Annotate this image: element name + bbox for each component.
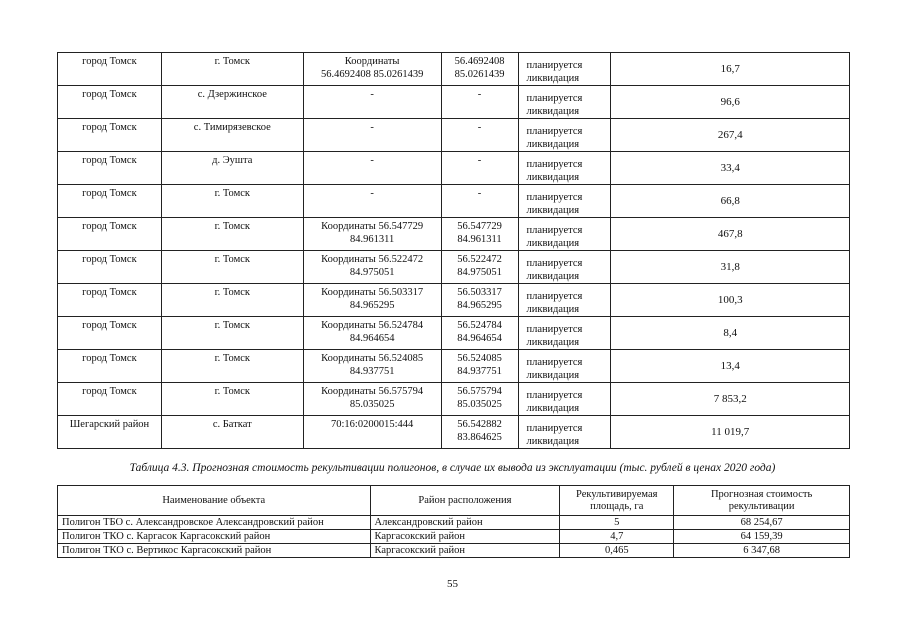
cell-city: город Томск: [58, 251, 162, 284]
cell-place: г. Томск: [161, 218, 303, 251]
cell-lat-lon: -: [441, 152, 518, 185]
cell-coordinates: Координаты 56.575794 85.035025: [303, 383, 441, 416]
cell-lat-lon: 56.547729 84.961311: [441, 218, 518, 251]
cell-status: планируется ликвидация: [518, 350, 611, 383]
cell-object-name: Полигон ТКО с. Каргасок Каргасокский район: [58, 530, 371, 544]
table-row: [58, 530, 850, 544]
cell-place: с. Баткат: [161, 416, 303, 449]
cell-city: город Томск: [58, 152, 162, 185]
cell-lat-lon: 56.524784 84.964654: [441, 317, 518, 350]
cell-city: город Томск: [58, 284, 162, 317]
table-row: [58, 152, 850, 185]
cell-cost: 7 853,2: [611, 383, 850, 416]
cell-status: планируется ликвидация: [518, 86, 611, 119]
table-row: [58, 544, 850, 558]
cell-status: планируется ликвидация: [518, 251, 611, 284]
cell-lat-lon: 56.4692408 85.0261439: [441, 53, 518, 86]
recultivation-cost-table: [57, 485, 850, 558]
cell-status: планируется ликвидация: [518, 152, 611, 185]
cell-cost: 33,4: [611, 152, 850, 185]
cell-area: 4,7: [560, 530, 674, 544]
cell-district: Каргасокский район: [370, 530, 560, 544]
cell-lat-lon: -: [441, 86, 518, 119]
cell-city: город Томск: [58, 185, 162, 218]
header-area: Рекультивируемая площадь, га: [560, 486, 674, 516]
cell-cost: 96,6: [611, 86, 850, 119]
table-row: [58, 350, 850, 383]
cell-lat-lon: -: [441, 185, 518, 218]
table-row: [58, 516, 850, 530]
cell-lat-lon: -: [441, 119, 518, 152]
cell-lat-lon: 56.575794 85.035025: [441, 383, 518, 416]
cell-status: планируется ликвидация: [518, 119, 611, 152]
table-row: [58, 383, 850, 416]
cell-coordinates: Координаты 56.522472 84.975051: [303, 251, 441, 284]
cell-cost: 66,8: [611, 185, 850, 218]
cell-status: планируется ликвидация: [518, 284, 611, 317]
cell-status: планируется ликвидация: [518, 218, 611, 251]
landfill-liquidation-table: [57, 52, 850, 449]
cell-object-name: Полигон ТБО с. Александровское Александровский район: [58, 516, 371, 530]
table-row: [58, 119, 850, 152]
cell-coordinates: -: [303, 119, 441, 152]
cell-lat-lon: 56.503317 84.965295: [441, 284, 518, 317]
cell-district: Каргасокский район: [370, 544, 560, 558]
cell-place: с. Дзержинское: [161, 86, 303, 119]
page-number: 55: [447, 578, 458, 590]
cell-district: Александровский район: [370, 516, 560, 530]
cell-place: д. Эушта: [161, 152, 303, 185]
cell-cost: 64 159,39: [674, 530, 850, 544]
cell-status: планируется ликвидация: [518, 53, 611, 86]
cell-cost: 100,3: [611, 284, 850, 317]
table-row: [58, 86, 850, 119]
cell-cost: 267,4: [611, 119, 850, 152]
cell-status: планируется ликвидация: [518, 185, 611, 218]
table-caption: Таблица 4.3. Прогнозная стоимость рекультивации полигонов, в случае их вывода из эксплуатации (тыс. рублей в ценах 2020 года): [129, 462, 776, 474]
cell-place: г. Томск: [161, 185, 303, 218]
cell-place: г. Томск: [161, 53, 303, 86]
cell-place: г. Томск: [161, 284, 303, 317]
cell-coordinates: Координаты 56.4692408 85.0261439: [303, 53, 441, 86]
cell-city: город Томск: [58, 218, 162, 251]
cell-cost: 68 254,67: [674, 516, 850, 530]
cell-status: планируется ликвидация: [518, 416, 611, 449]
table-header-row: [58, 486, 850, 516]
header-district: Район расположения: [370, 486, 560, 516]
header-cost: Прогнозная стоимость рекультивации: [674, 486, 850, 516]
header-object-name: Наименование объекта: [58, 486, 371, 516]
cell-place: г. Томск: [161, 251, 303, 284]
cell-cost: 16,7: [611, 53, 850, 86]
cell-coordinates: Координаты 56.524784 84.964654: [303, 317, 441, 350]
cell-city: город Томск: [58, 86, 162, 119]
cell-coordinates: Координаты 56.524085 84.937751: [303, 350, 441, 383]
cell-lat-lon: 56.524085 84.937751: [441, 350, 518, 383]
cell-coordinates: Координаты 56.503317 84.965295: [303, 284, 441, 317]
cell-cost: 467,8: [611, 218, 850, 251]
cell-status: планируется ликвидация: [518, 383, 611, 416]
cell-cost: 31,8: [611, 251, 850, 284]
cell-coordinates: -: [303, 185, 441, 218]
cell-place: г. Томск: [161, 350, 303, 383]
cell-status: планируется ликвидация: [518, 317, 611, 350]
cell-city: Шегарский район: [58, 416, 162, 449]
cell-place: г. Томск: [161, 317, 303, 350]
landfill-table-body: [58, 53, 850, 449]
cell-object-name: Полигон ТКО с. Вертикос Каргасокский район: [58, 544, 371, 558]
cell-coordinates: 70:16:0200015:444: [303, 416, 441, 449]
cell-city: город Томск: [58, 53, 162, 86]
cell-cost: 8,4: [611, 317, 850, 350]
cell-city: город Томск: [58, 350, 162, 383]
table-row: [58, 185, 850, 218]
cell-place: г. Томск: [161, 383, 303, 416]
cell-city: город Томск: [58, 383, 162, 416]
cell-city: город Томск: [58, 119, 162, 152]
table-row: [58, 284, 850, 317]
table-row: [58, 251, 850, 284]
cost-table-body: [58, 516, 850, 558]
table-row: [58, 317, 850, 350]
cell-lat-lon: 56.542882 83.864625: [441, 416, 518, 449]
cell-city: город Томск: [58, 317, 162, 350]
cell-lat-lon: 56.522472 84.975051: [441, 251, 518, 284]
table-row: [58, 218, 850, 251]
table-row: [58, 416, 850, 449]
cell-area: 0,465: [560, 544, 674, 558]
cell-coordinates: -: [303, 86, 441, 119]
cell-coordinates: Координаты 56.547729 84.961311: [303, 218, 441, 251]
cell-coordinates: -: [303, 152, 441, 185]
cell-cost: 13,4: [611, 350, 850, 383]
cell-cost: 11 019,7: [611, 416, 850, 449]
table-row: [58, 53, 850, 86]
cell-area: 5: [560, 516, 674, 530]
cell-place: с. Тимирязевское: [161, 119, 303, 152]
cell-cost: 6 347,68: [674, 544, 850, 558]
